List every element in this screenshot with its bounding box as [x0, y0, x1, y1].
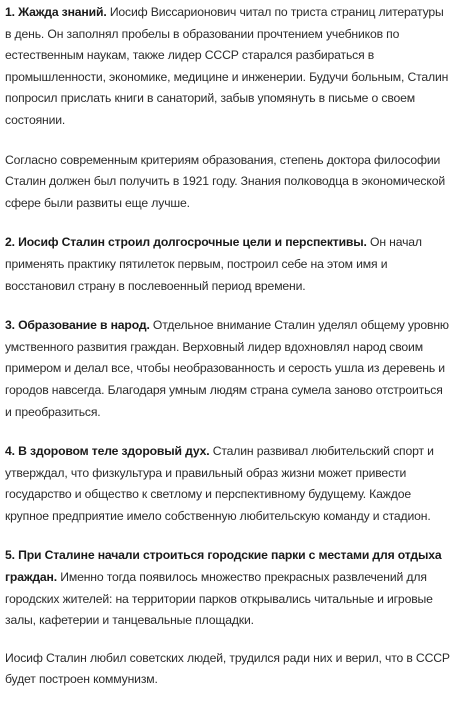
paragraph-healthy-body: [5, 441, 452, 527]
paragraph-text: Именно тогда появилось множество прекрасных развлечений для городских жителей: на территории парков открывались читальные и игровые залы, кафетерии и танцевальные площадки.: [5, 570, 433, 628]
article-body: [5, 2, 452, 709]
paragraph-heading: 4. В здоровом теле здоровый дух.: [5, 444, 210, 459]
paragraph-heading: 3. Образование в народ.: [5, 318, 150, 333]
paragraph-heading: 5. При Сталине начали строиться городские парки с местами для отдыха граждан.: [5, 548, 442, 585]
paragraph-heading: 1. Жажда знаний.: [5, 5, 107, 19]
paragraph-city-parks: [5, 545, 452, 631]
paragraph-education-people: [5, 315, 452, 423]
paragraph-text: Сталин развивал любительский спорт и утверждал, что физкультура и правильный образ жизни может привести государство и общество к светлому и перспективному будущему. Каждое крупное предприятие имело собственную любительскую команду и стадион.: [5, 444, 434, 523]
paragraph-long-term-goals: [5, 232, 452, 297]
paragraph-text: Иосиф Виссарионович читал по триста страниц литературы в день. Он заполнял пробелы в образовании прочтением учебников по естественным наукам, также лидер СССР старался разбираться в промышленности, экономике, медицине и инженерии. Будучи больным, Сталин попросил прислать книги в санаторий, забыв упомянуть в письме о своем состоянии.: [5, 5, 449, 127]
paragraph-text: Иосиф Сталин любил советских людей, трудился ради них и верил, что в СССР будет построен коммунизм.: [5, 650, 450, 687]
paragraph-conclusion: [5, 648, 452, 691]
paragraph-heading: 2. Иосиф Сталин строил долгосрочные цели и перспективы.: [5, 235, 367, 250]
paragraph-text: Согласно современным критериям образования, степень доктора философии Сталин должен был получить в 1921 году. Знания полководца в экономической сфере были развиты еще лучше.: [5, 152, 445, 210]
paragraph-text: Он начал применять практику пятилеток первым, построил себе на этом имя и восстановил страну в послевоенный период времени.: [5, 235, 422, 293]
paragraph-education-degree: [5, 150, 452, 215]
paragraph-knowledge: [5, 2, 452, 132]
paragraph-text: Отдельное внимание Сталин уделял общему уровню умственного развития граждан. Верховный лидер вдохновлял народ своим примером и делал все, чтобы необразованность и серость ушла из деревень и городов навсегда. Благодаря умным людям страна сумела заново отстроиться и преобразиться.: [5, 318, 449, 419]
